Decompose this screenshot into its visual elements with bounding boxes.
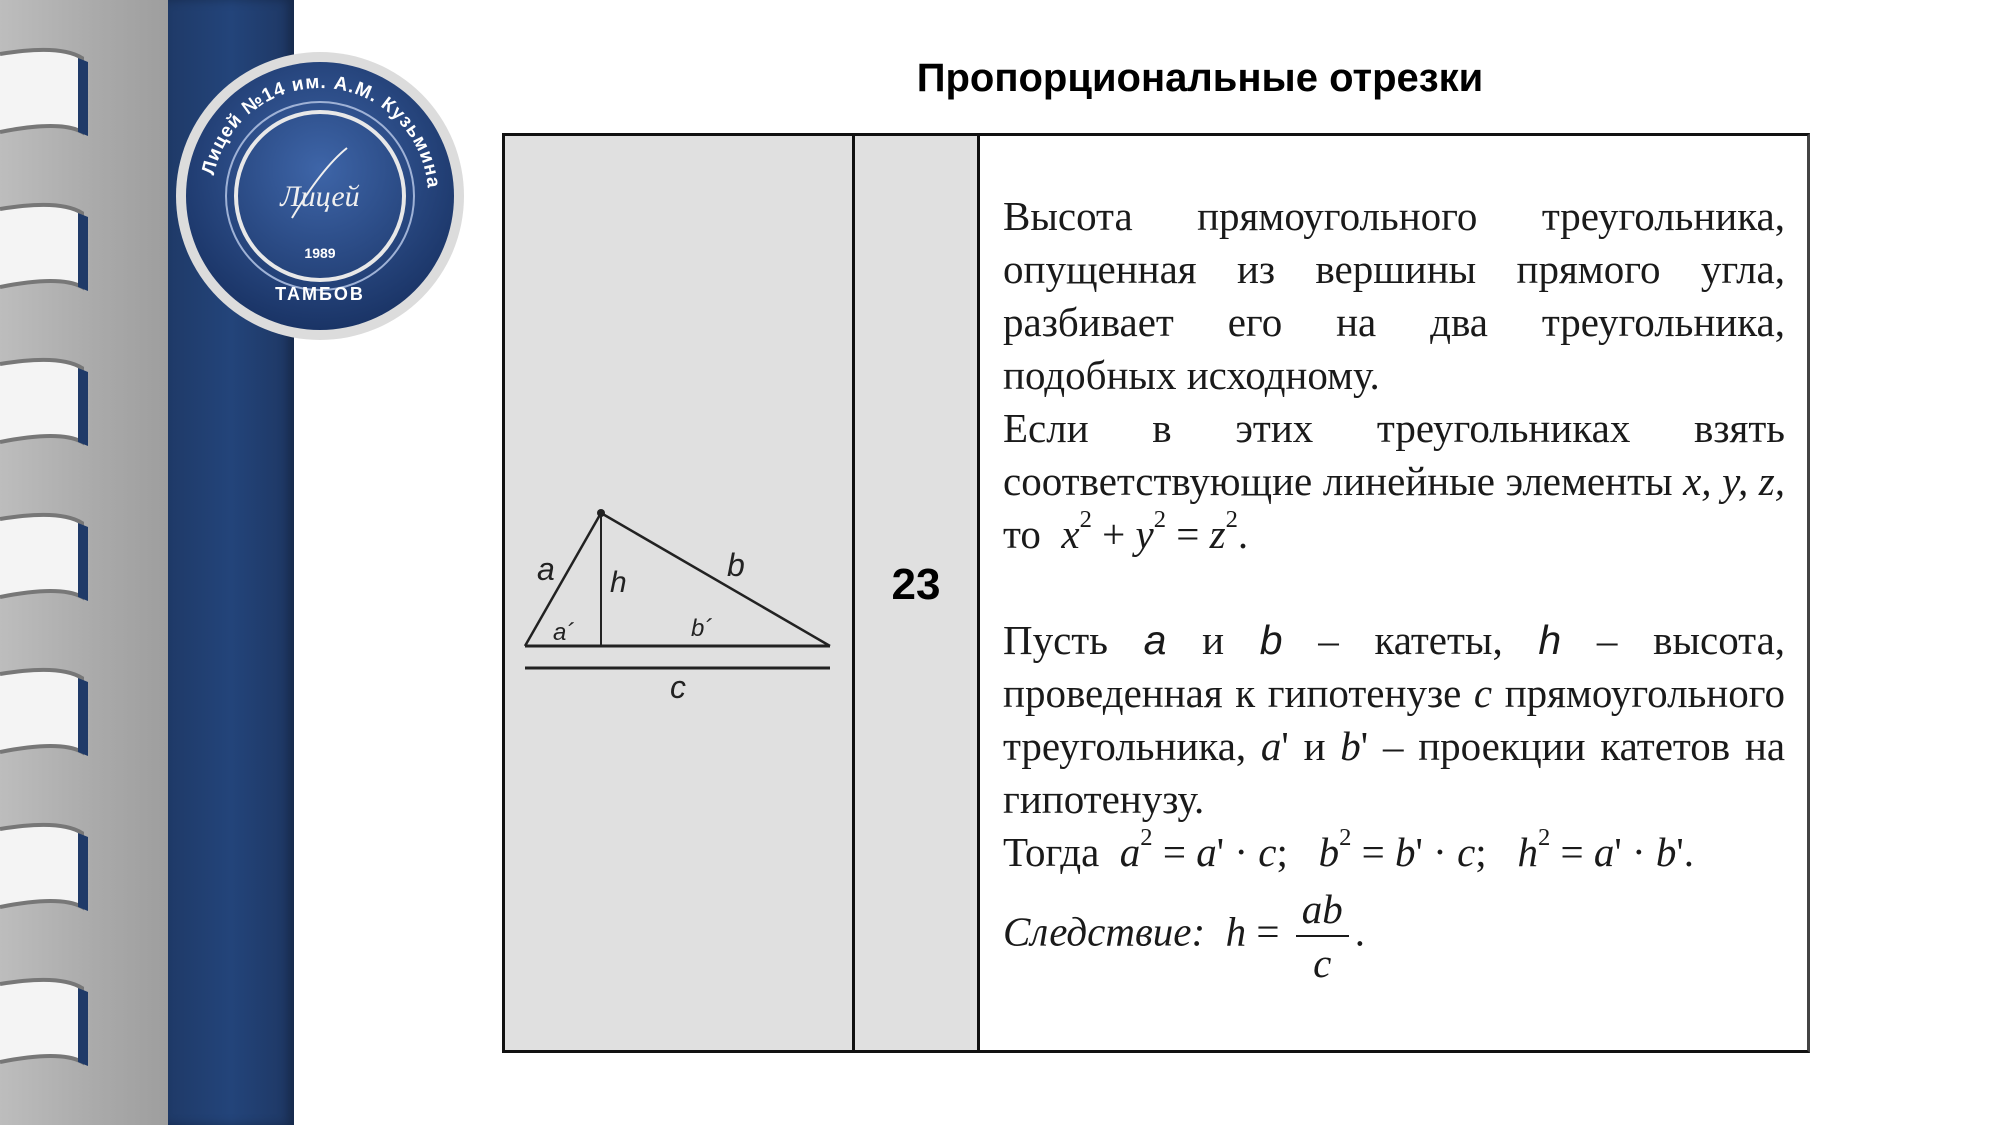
formula-relations: Тогда $a^2 = a' \cdot c$; $b^2 = b' \cdot c$; $h^2 = a' \cdot b'$. [1003,824,1695,875]
binder-ring-icon [0,505,92,609]
emblem-city: ТАМБОВ [275,284,365,304]
linear-elements-text: Если в этих треугольниках взять соответствующие линейные элементы [1003,405,1785,504]
triangle-text: прямоугольного треугольника, [1003,670,1786,769]
binder-ring-icon [0,40,92,144]
binder-ring-icon [0,350,92,454]
word-togda: Тогда [1003,829,1100,875]
label-h: h [610,566,627,599]
label-a: a [537,551,555,587]
theorem-text [1003,190,1785,993]
word-sledstvie: Следствие: [1003,908,1206,955]
height-text: – высота, проведенная к гипотенузе [1003,617,1786,716]
binder-ring-icon [0,815,92,919]
label-b: b [727,547,745,583]
emblem-year: 1989 [304,245,336,261]
right-triangle-figure [505,480,855,710]
word-pust: Пусть [1003,617,1108,663]
item-number: 23 [891,560,941,609]
word-and: и [1202,617,1225,663]
legs-text: – катеты, [1318,617,1503,663]
paragraph-linear-elements: Если в этих треугольниках взять соответствующие линейные элементы x, y, z, то $x^2 + y^2 = z^2$. [1003,405,1786,557]
emblem-center-text: Лицей [280,180,360,213]
paragraph-definitions: Пусть a и b – катеты, h – высота, проведенная к гипотенузе c прямоугольного треугольника, a' и b' – проекции катетов на гипотенузу. [1003,617,1786,822]
variables-xyz: x, y, z, [1683,458,1786,504]
binder-ring-icon [0,970,92,1074]
school-emblem-logo [172,48,468,344]
projections-text: – проекции катетов на гипотенузу. [1003,723,1786,822]
fraction-ab-over-c: $\frac{ab}{c}$ [1296,883,1349,989]
binder-ring-icon [0,660,92,764]
word-and-2: и [1303,723,1326,769]
label-c: c [670,669,686,705]
word-to: то [1003,511,1041,557]
label-b-projection: b´ [691,615,713,642]
emblem-ring-text: Лицей №14 им. А.М. Кузьмина [198,71,444,190]
paragraph-similarity: Высота прямоугольного треугольника, опущенная из вершины прямого угла, разбивает его на два треугольника, подобных исходному. [1003,193,1785,398]
page-title: Пропорциональные отрезки [916,56,1484,100]
formula-consequence: Следствие: h = $\frac{ab}{c}$ . [1003,883,1785,993]
label-a-projection: a´ [553,619,575,646]
binder-ring-icon [0,195,92,299]
